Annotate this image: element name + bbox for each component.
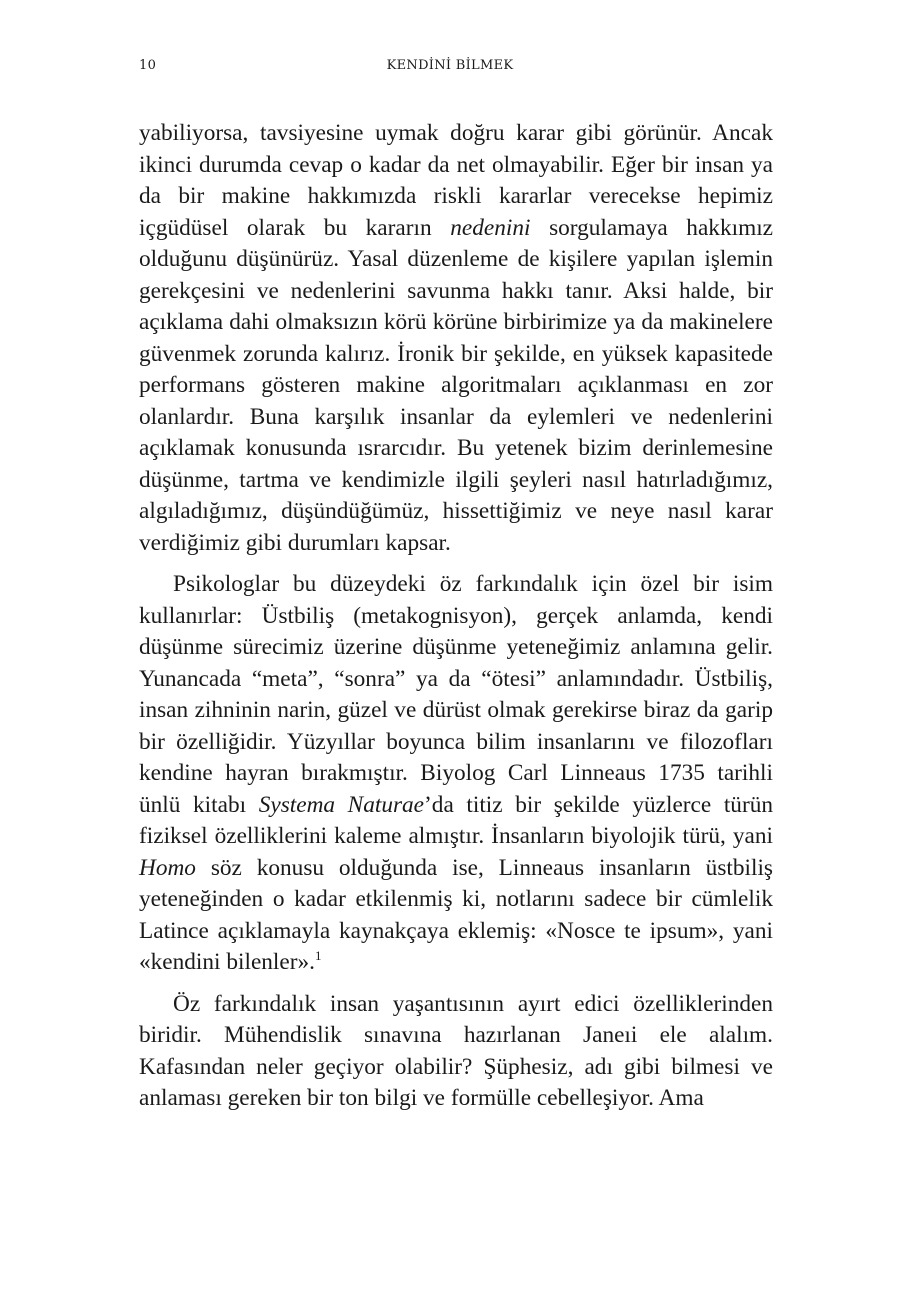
italic-segment: Systema Naturae [258,791,425,818]
footnote-marker[interactable]: 1 [314,948,322,964]
running-title: KENDİNİ BİLMEK [386,58,514,73]
paragraph-1 [139,118,773,559]
text-segment: ’da titiz bir şekilde yüzlerce türün fiziksel özelliklerini kaleme almıştır. İnsanların biyolojik türü, yani [139,791,774,849]
text-segment: yabiliyorsa, tavsiyesine uymak doğru karar gibi görünür. Ancak ikinci durumda cevap o kadar da net olmayabilir. Eğer bir insan ya da bir makine hakkımızda riskli kararlar verecekse hepimiz içgüdüsel olarak bu kararın [139,120,773,241]
italic-segment: Homo [139,854,196,881]
running-head [0,58,900,78]
text-segment: Psikologlar bu düzeydeki öz farkındalık için özel bir isim kullanırlar: Üstbiliş (metakognisyon), gerçek anlamda, kendi düşünme sürecimiz üzerine düşünme yeteneğimiz anlamına gelir. Yunancada “meta”, “sonra” ya da “ötesi” anlamındadır. Üstbiliş, insan zihninin narin, güzel ve dürüst olmak gerekirse biraz da garip bir özelliğidir. Yüzyıllar boyunca bilim insanlarını ve filozofları kendine hayran bırakmıştır. Biyolog Carl Linneaus 1735 tarihli ünlü kitabı [139,571,773,818]
body-text [139,118,773,1115]
page-number: 10 [139,58,157,73]
paragraph-2 [139,569,773,979]
text-segment: söz konusu olduğunda ise, Linneaus insanların üstbiliş yeteneğinden o kadar etkilenmiş ki, notlarını sadece bir cümlelik Latince açıklamayla kaynakçaya eklemiş: «Nosce te ipsum», yani «kendini bilenler». [139,854,773,975]
text-segment: Öz farkındalık insan yaşantısının ayırt edici özelliklerinden biridir. Mühendislik sınavına hazırlanan Janeıi ele alalım. Kafasından neler geçiyor olabilir? Şüphesiz, adı gibi bilmesi ve anlaması gereken bir ton bilgi ve formülle cebelleşiyor. Ama [139,990,773,1111]
text-segment: sorgulamaya hakkımız olduğunu düşünürüz. Yasal düzenleme de kişilere yapılan işlemin gerekçesini ve nedenlerini savunma hakkı tanır. Aksi halde, bir açıklama dahi olmaksızın körü körüne birbirimize ya da makinelere güvenmek zorunda kalırız. İronik bir şekilde, en yüksek kapasitede performans gösteren makine algoritmaları açıklanması en zor olanlardır. Buna karşılık insanlar da eylemleri ve nedenlerini açıklamak konusunda ısrarcıdır. Bu yetenek bizim derinlemesine düşünme, tartma ve kendimizle ilgili şeyleri nasıl hatırladığımız, algıladığımız, düşündüğümüz, hissettiğimiz ve neye nasıl karar verdiğimiz gibi durumları kapsar. [139,214,774,556]
italic-segment: nedenini [450,214,531,241]
paragraph-3 [139,989,773,1115]
